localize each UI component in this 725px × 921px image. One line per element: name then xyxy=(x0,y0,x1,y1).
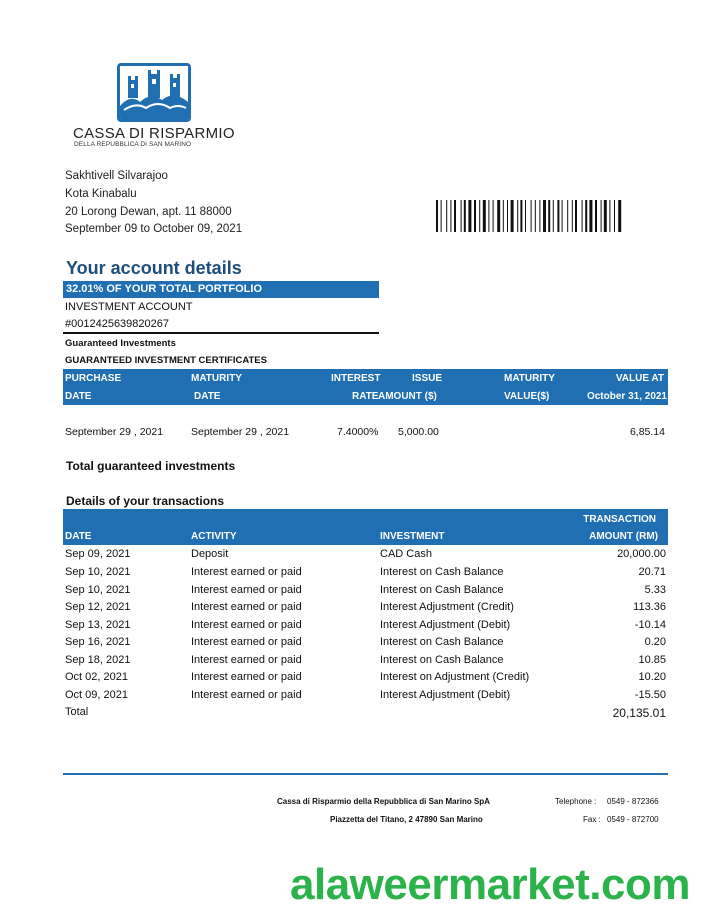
barcode-bar xyxy=(614,200,615,232)
barcode-bar xyxy=(557,200,559,232)
barcode-bar xyxy=(497,200,500,232)
customer-name: Sakhtivell Silvarajoo xyxy=(65,170,168,182)
barcode-bar xyxy=(446,200,447,232)
barcode-bar xyxy=(595,200,597,232)
tx-date: Sep 16, 2021 xyxy=(65,636,131,648)
barcode-bar xyxy=(488,200,489,232)
gic-purchase-date: September 29 , 2021 xyxy=(65,426,164,438)
barcode-bar xyxy=(582,200,583,232)
tx-date: Oct 02, 2021 xyxy=(65,671,128,683)
tx-date: Sep 18, 2021 xyxy=(65,654,131,666)
table-row xyxy=(65,601,666,619)
barcode-image xyxy=(436,200,622,232)
tx-amount: 0.20 xyxy=(644,636,666,648)
category-label: Guaranteed Investments xyxy=(65,338,176,349)
bank-name: CASSA DI RISPARMIO xyxy=(73,125,235,142)
footer-address: Piazzetta del Titano, 2 47890 San Marino xyxy=(330,815,483,824)
barcode-bar xyxy=(575,200,577,232)
tx-activity: Interest earned or paid xyxy=(191,619,302,631)
tx-activity: Interest earned or paid xyxy=(191,601,302,613)
tx-date: Sep 10, 2021 xyxy=(65,584,131,596)
header-value-at: VALUE AT xyxy=(615,373,664,384)
tx-investment: Interest on Cash Balance xyxy=(380,584,504,596)
gic-table-header xyxy=(63,369,668,405)
tx-investment: CAD Cash xyxy=(380,548,432,560)
tx-amount: 20,000.00 xyxy=(617,548,666,560)
barcode-bar xyxy=(474,200,476,232)
portfolio-bar: 32.01% OF YOUR TOTAL PORTFOLIO xyxy=(63,281,379,298)
barcode-bar xyxy=(507,200,508,232)
tx-header-date: DATE xyxy=(65,531,92,542)
tx-activity: Interest earned or paid xyxy=(191,584,302,596)
header-purchase: PURCHASE xyxy=(65,373,122,384)
header-issue: ISSUE xyxy=(412,373,443,384)
table-row xyxy=(65,584,666,602)
tx-investment: Interest on Cash Balance xyxy=(380,636,504,648)
account-type: INVESTMENT ACCOUNT xyxy=(65,301,193,313)
barcode-bar xyxy=(535,200,536,232)
tx-header-amount-2: AMOUNT (RM) xyxy=(589,531,658,542)
tx-investment: Interest Adjustment (Debit) xyxy=(380,619,511,631)
barcode-bar xyxy=(483,200,486,232)
barcode-bar xyxy=(548,200,550,232)
tx-amount: 20.71 xyxy=(638,566,666,578)
tx-amount: 5.33 xyxy=(644,584,666,596)
barcode-bar xyxy=(609,200,610,232)
transactions-table-header xyxy=(63,509,668,545)
bank-subtitle: DELLA REPUBBLICA DI SAN MARINO xyxy=(74,141,192,148)
table-row xyxy=(65,671,666,689)
tx-investment: Interest on Cash Balance xyxy=(380,654,504,666)
customer-city: Kota Kinabalu xyxy=(65,188,137,200)
footer-divider xyxy=(63,773,668,775)
tx-amount: 10.20 xyxy=(638,671,666,683)
header-maturity-value: MATURITY xyxy=(504,373,555,384)
footer-company: Cassa di Risparmio della Repubblica di San Marino SpA xyxy=(277,797,490,806)
barcode-bar xyxy=(503,200,504,232)
subcategory-label: GUARANTEED INVESTMENT CERTIFICATES xyxy=(65,355,267,366)
barcode-bar xyxy=(461,200,462,232)
barcode-bar xyxy=(567,200,568,232)
gic-rate: 7.4000% xyxy=(337,426,379,438)
barcode-bar xyxy=(601,200,602,232)
barcode-bar xyxy=(450,200,451,232)
tx-amount: 113.36 xyxy=(633,601,666,613)
barcode-bar xyxy=(618,200,621,232)
barcode-bar xyxy=(520,200,522,232)
table-row xyxy=(65,689,666,707)
footer-telephone-label: Telephone : xyxy=(555,797,597,806)
tx-investment: Interest on Cash Balance xyxy=(380,566,504,578)
table-row xyxy=(65,654,666,672)
transactions-title: Details of your transactions xyxy=(66,494,225,508)
header-maturity-date: DATE xyxy=(194,391,221,402)
tx-amount: 10.85 xyxy=(638,654,666,666)
tx-amount: -10.14 xyxy=(634,619,666,631)
footer-fax: 0549 - 872700 xyxy=(607,815,659,824)
tx-activity: Interest earned or paid xyxy=(191,671,302,683)
barcode-bar xyxy=(562,200,563,232)
castle-towers-icon xyxy=(120,66,188,119)
header-interest-rate: RATE xyxy=(352,391,379,402)
barcode-bar xyxy=(604,200,607,232)
tx-header-investment: INVESTMENT xyxy=(380,531,445,542)
barcode-bar xyxy=(585,200,587,232)
account-details-title: Your account details xyxy=(66,258,242,278)
account-number: #0012425639820267 xyxy=(65,318,170,330)
tx-investment: Interest Adjustment (Credit) xyxy=(380,601,514,613)
barcode-bar xyxy=(531,200,532,232)
tx-date: Sep 10, 2021 xyxy=(65,566,131,578)
tx-total-label: Total xyxy=(65,706,89,718)
table-row xyxy=(65,619,666,637)
total-row xyxy=(65,706,666,724)
barcode-bar xyxy=(589,200,592,232)
tx-header-amount-1: TRANSACTION xyxy=(583,514,656,525)
tx-header-activity: ACTIVITY xyxy=(191,531,237,542)
tx-activity: Interest earned or paid xyxy=(191,689,302,701)
tx-date: Sep 13, 2021 xyxy=(65,619,131,631)
barcode-bar xyxy=(493,200,494,232)
header-value-date: October 31, 2021 xyxy=(586,391,667,402)
table-row xyxy=(65,548,666,566)
barcode-bar xyxy=(539,200,540,232)
tx-date: Sep 12, 2021 xyxy=(65,601,131,613)
barcode-bar xyxy=(441,200,442,232)
tx-activity: Interest earned or paid xyxy=(191,636,302,648)
header-purchase-date: DATE xyxy=(65,391,92,402)
tx-total-amount: 20,135.01 xyxy=(612,706,666,720)
footer-telephone: 0549 - 872366 xyxy=(607,797,659,806)
tx-date: Sep 09, 2021 xyxy=(65,548,131,560)
gic-maturity-date: September 29 , 2021 xyxy=(191,426,290,438)
barcode-bar xyxy=(468,200,471,232)
customer-address: 20 Lorong Dewan, apt. 11 88000 xyxy=(65,206,232,218)
watermark-text: alaweermarket.com xyxy=(290,860,690,909)
tx-amount: -15.50 xyxy=(634,689,666,701)
table-row xyxy=(65,636,666,654)
table-row xyxy=(65,566,666,584)
tx-activity: Interest earned or paid xyxy=(191,654,302,666)
section-divider xyxy=(63,332,379,334)
barcode-bar xyxy=(553,200,554,232)
barcode-bar xyxy=(525,200,526,232)
header-maturity: MATURITY xyxy=(191,373,242,384)
barcode-bar xyxy=(543,200,546,232)
barcode-bar xyxy=(511,200,514,232)
total-guaranteed-label: Total guaranteed investments xyxy=(66,459,236,473)
barcode-bar xyxy=(517,200,518,232)
gic-issue-amount: 5,000.00 xyxy=(398,426,439,438)
barcode-bar xyxy=(464,200,466,232)
statement-period: September 09 to October 09, 2021 xyxy=(65,223,243,235)
barcode-bar xyxy=(454,200,456,232)
tx-investment: Interest Adjustment (Debit) xyxy=(380,689,511,701)
bank-logo xyxy=(117,63,191,122)
header-maturity-value2: VALUE($) xyxy=(504,391,550,402)
tx-activity: Interest earned or paid xyxy=(191,566,302,578)
gic-value: 6,85.14 xyxy=(629,426,665,438)
footer-fax-label: Fax : xyxy=(583,815,601,824)
barcode-bar xyxy=(436,200,438,232)
header-interest: INTEREST xyxy=(331,373,381,384)
header-issue-amount: AMOUNT ($) xyxy=(378,391,437,402)
tx-investment: Interest on Adjustment (Credit) xyxy=(380,671,530,683)
barcode-bar xyxy=(572,200,573,232)
barcode-bar xyxy=(479,200,480,232)
tx-date: Oct 09, 2021 xyxy=(65,689,128,701)
tx-activity: Deposit xyxy=(191,548,229,560)
